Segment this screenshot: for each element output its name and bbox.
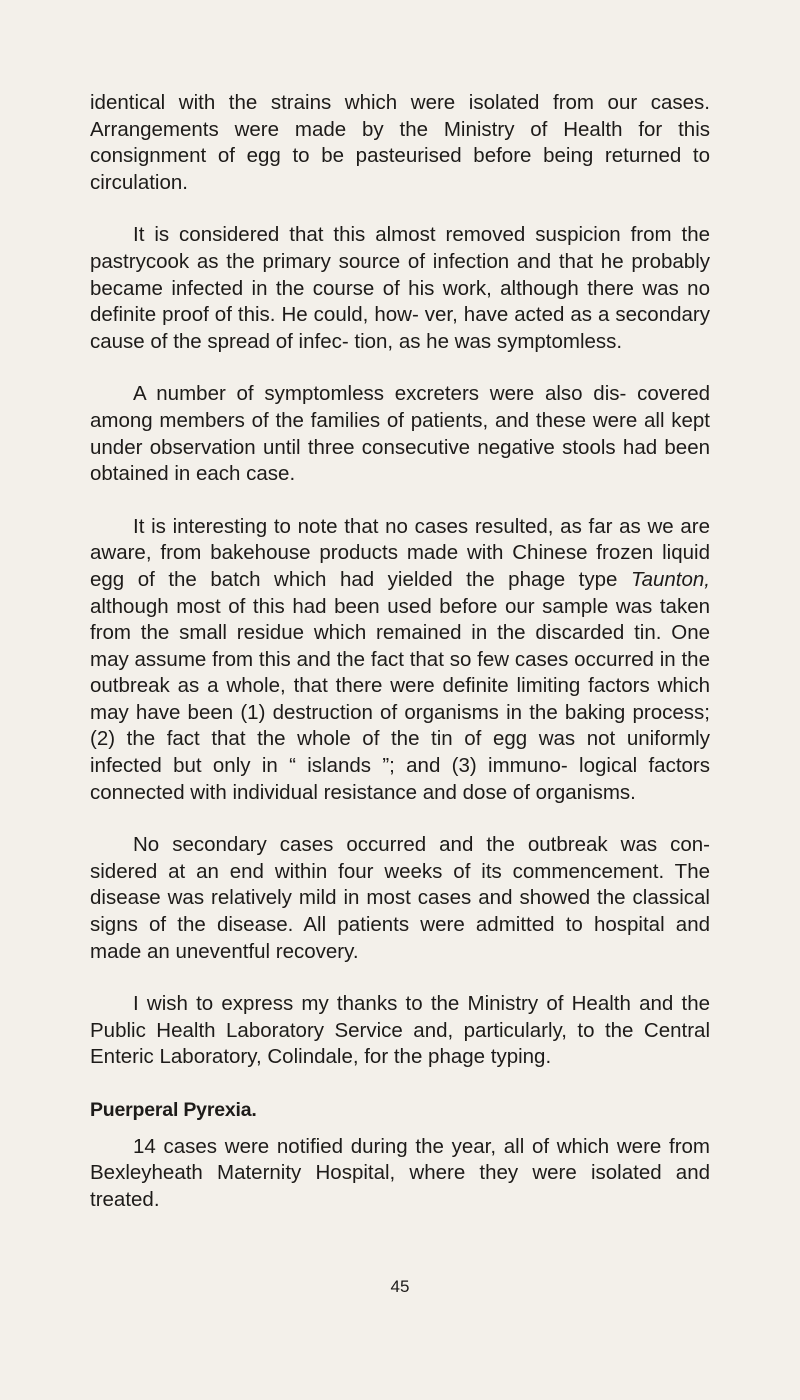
- paragraph-continuation: identical with the strains which were isolated from our cases. Arrangements were made by the Ministry of Health for this consignment of egg to be pasteurised before being returned to circulation.: [90, 91, 710, 194]
- paragraph-outbreak-end: No secondary cases occurred and the outbreak was con- sidered at an end within four weeks of its commencement. The disease was relatively mild in most cases and showed the classical signs of the disease. All patients were admitted to hospital and made an uneventful recovery.: [90, 833, 710, 963]
- phage-type-name: Taunton,: [630, 567, 710, 591]
- page-number: 45: [390, 1277, 410, 1296]
- paragraph-puerperal: 14 cases were notified during the year, all of which were from Bexleyheath Maternity Hospital, where they were isolated and treated.: [90, 1134, 710, 1211]
- paragraph-frozen-egg-part2: although most of this had been used before our sample was taken from the small residue which remained in the discarded tin. One may assume from this and the fact that so few cases occurred in the outbreak as a whole, that there were definite limiting factors which may have been (1) destruction of organisms in the baking process; (2) the fact that the whole of the tin of egg was not uniformly infected but only in “ islands ”; and (3) immuno- logical factors connected with individual resistance and dose of organisms.: [90, 594, 710, 804]
- document-body: [90, 90, 710, 1221]
- paragraph-frozen-egg-part1: It is interesting to note that no cases resulted, as far as we are aware, from bakehouse products made with Chinese frozen liquid egg of the batch which had yielded the phage type: [90, 514, 710, 591]
- paragraph-excreters: A number of symptomless excreters were also dis- covered among members of the families of patients, and these were all kept under observation until three consecutive negative stools had been obtained in each case.: [90, 382, 710, 486]
- paragraph-thanks: I wish to express my thanks to the Ministry of Health and the Public Health Laboratory Service and, particularly, to the Central Enteric Laboratory, Colindale, for the phage typing.: [90, 992, 710, 1069]
- paragraph-frozen-egg: [90, 514, 710, 807]
- paragraph-suspicion: It is considered that this almost removed suspicion from the pastrycook as the primary source of infection and that he probably became infected in the course of his work, although there was no definite proof of this. He could, how- ver, have acted as a secondary cause of the spread of infec- tion, as he was symptomless.: [90, 223, 710, 353]
- section-heading: Puerperal Pyrexia.: [90, 1099, 257, 1121]
